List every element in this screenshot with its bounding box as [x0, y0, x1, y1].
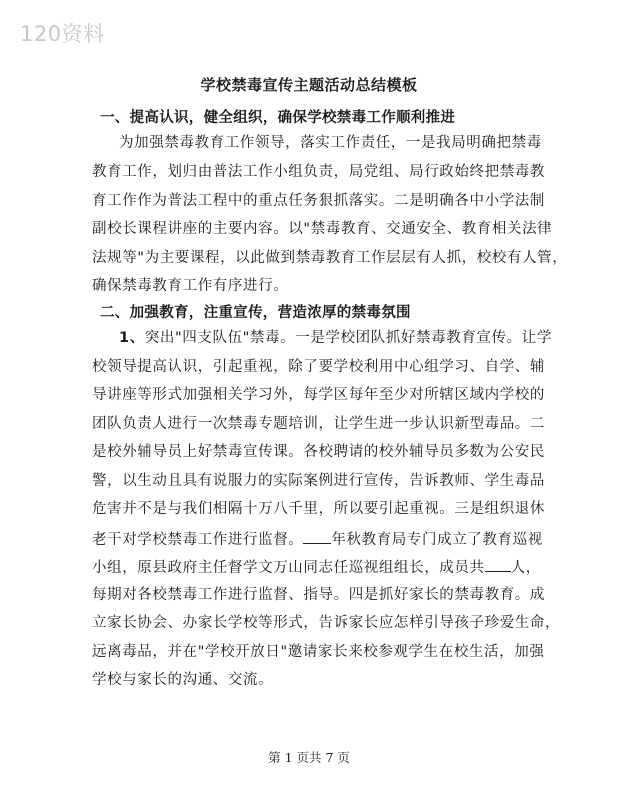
line-text: 年秋教育局专门成立了教育巡视: [331, 532, 543, 548]
line-text: 老干对学校禁毒工作进行监督。: [92, 532, 304, 548]
section-1-line: 育工作作为普法工程中的重点任务狠抓落实。二是明确各中小学法制: [92, 193, 545, 209]
fill-in-blank: [303, 529, 331, 544]
section-2-line: 导讲座等形式加强相关学习外，每学区每年至少对所辖区域内学校的: [92, 387, 545, 403]
line-text: 小组，原县政府主任督学文万山同志任巡视组组长，成员共: [92, 560, 485, 576]
section-2-line: 团队负责人进行一次禁毒专题培训，让学生进一步认识新型毒品。二: [92, 416, 545, 432]
section-1-line: 确保禁毒教育工作有序进行。: [92, 278, 289, 294]
section-2-line: 危害并不是与我们相隔十万八千里，所以要引起重视。三是组织退休: [92, 501, 545, 517]
section-2-line: 学校与家长的沟通、交流。: [92, 672, 274, 688]
watermark: 120资料: [20, 22, 105, 46]
section-2-line: 每期对各校禁毒工作进行监督、指导。四是抓好家长的禁毒教育。成: [92, 587, 545, 603]
section-2-line: 校领导提高认识，引起重视，除了要学校利用中心组学习、自学、辅: [92, 359, 545, 375]
section-1-line: 副校长课程讲座的主要内容。以"禁毒教育、交通安全、教育相关法律: [92, 221, 553, 237]
section-2-line: 是校外辅导员上好禁毒宣传课。各校聘请的校外辅导员多数为公安民: [92, 444, 545, 460]
section-1-line: 为加强禁毒教育工作领导，落实工作责任，一是我局明确把禁毒: [119, 135, 542, 151]
item-number: 1、: [119, 330, 145, 346]
fill-in-blank: [485, 557, 511, 572]
section-2-line: 警，以生动且具有说服力的实际案例进行宣传，告诉教师、学生毒品: [92, 473, 545, 489]
document-title: 学校禁毒宣传主题活动总结模板: [200, 76, 418, 94]
section-2-line: 立家长协会、办家长学校等形式，告诉家长应怎样引导孩子珍爱生命，: [92, 615, 561, 631]
section-2-heading: 二、加强教育，注重宣传，营造浓厚的禁毒氛围: [100, 305, 411, 321]
item-text: 突出"四支队伍"禁毒。一是学校团队抓好禁毒教育宣传。让学: [144, 330, 552, 346]
line-text: 人，: [510, 560, 541, 576]
section-1-line: 法规等"为主要课程，以此做到禁毒教育工作层层有人抓，校校有人管，: [92, 250, 568, 266]
section-1-heading: 一、提高认识，健全组织，确保学校禁毒工作顺利推进: [100, 110, 456, 126]
section-2-line: 远离毒品，并在"学校开放日"邀请家长来校参观学生在校生活，加强: [92, 644, 545, 660]
section-2-item-1-line: [119, 329, 552, 347]
section-1-line: 教育工作，划归由普法工作小组负责，局党组、局行政始终把禁毒教: [92, 164, 545, 180]
section-2-line-with-blank: [92, 529, 543, 549]
page-footer: 第 1 页共 7 页: [268, 750, 350, 765]
section-2-line-with-blank: [92, 557, 541, 577]
